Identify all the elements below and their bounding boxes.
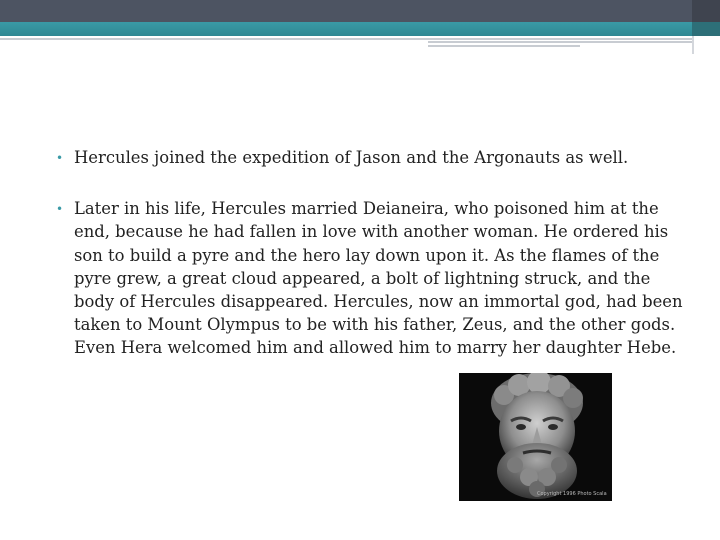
bust-illustration <box>459 373 612 501</box>
top-banner-corner <box>692 0 720 22</box>
hercules-bust-image <box>459 373 612 501</box>
bullet-text: Later in his life, Hercules married Deianeira, who poisoned him at the end, because he had fallen in love with another woman. He ordered his son to build a pyre and the hero lay down upon it. As the flames of the pyre grew, a great cloud appeared, a bolt of lightning struck, and the body of Hercules disappeared. Hercules, now an immortal god, had been taken to Mount Olympus to be with his father, Zeus, and the other gods. Even Hera welcomed him and allowed him to marry her daughter Hebe. <box>74 199 683 358</box>
bullet-item <box>56 197 686 359</box>
bullet-item <box>56 146 686 169</box>
bullet-marker: • <box>56 151 64 165</box>
bullet-list <box>56 146 686 388</box>
top-banner <box>0 0 720 22</box>
decorative-divider <box>692 36 694 54</box>
bullet-text: Hercules joined the expedition of Jason and the Argonauts as well. <box>74 148 629 167</box>
bullet-marker: • <box>56 202 64 217</box>
decorative-line <box>428 41 692 43</box>
decorative-line <box>0 38 692 40</box>
image-caption: Copyright 1996 Photo Scala <box>537 491 607 497</box>
decorative-line <box>428 45 580 47</box>
accent-stripe <box>0 22 720 36</box>
accent-stripe-corner <box>692 22 720 36</box>
